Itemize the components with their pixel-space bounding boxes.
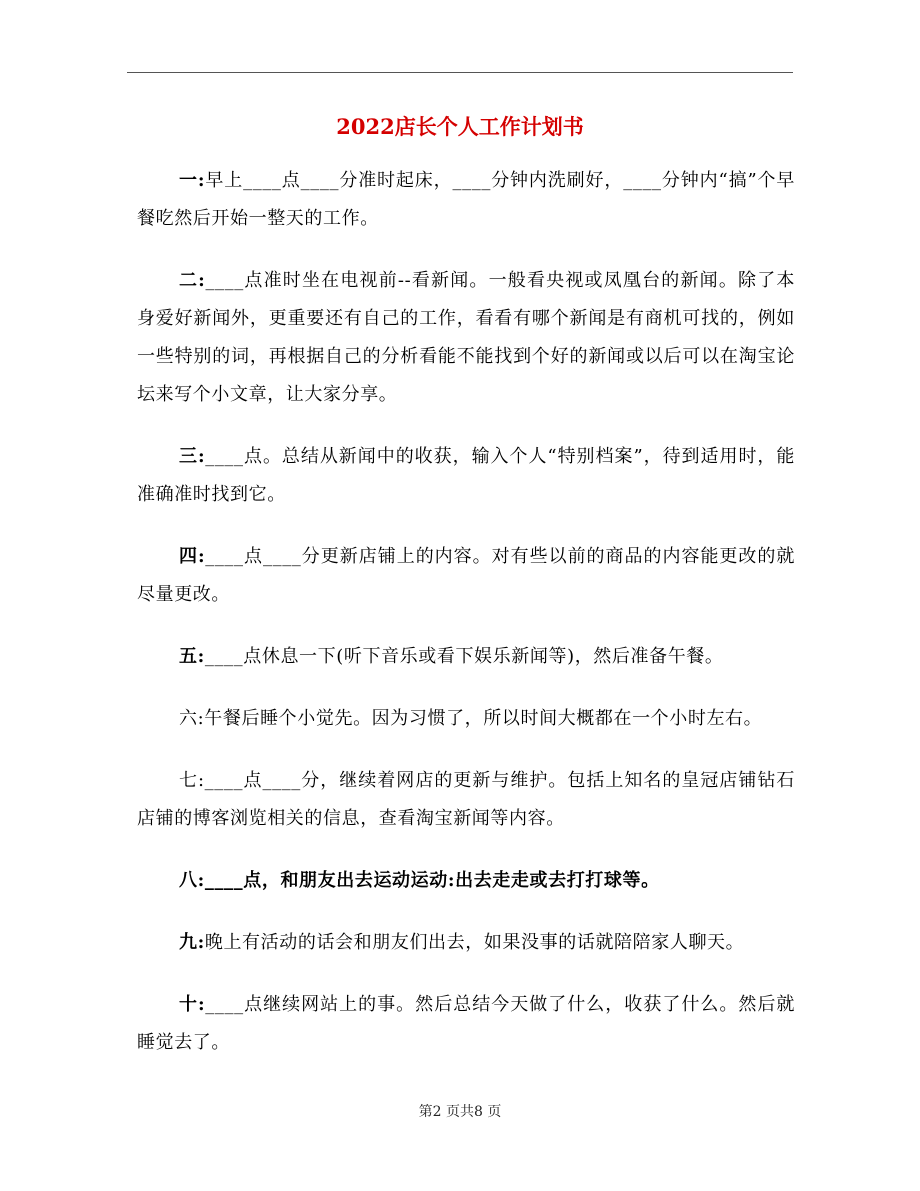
paragraph-label: 十:: [179, 994, 206, 1015]
paragraph-3: [137, 438, 795, 514]
paragraph-text: 午餐后睡个小觉先。因为习惯了，所以时间大概都在一个小时左右。: [204, 708, 763, 729]
paragraph-4: [137, 538, 795, 614]
paragraph-10: [137, 986, 795, 1062]
paragraph-label: 九:: [179, 932, 205, 953]
header-rule: [127, 72, 793, 73]
document-body: [137, 162, 795, 1086]
paragraph-text: ____点____分，继续着网店的更新与维护。包括上知名的皇冠店铺钻石店铺的博客浏览相关的信息，查看淘宝新闻等内容。: [137, 770, 795, 829]
document-title: 2022店长个人工作计划书: [336, 114, 584, 139]
paragraph-text: ____点继续网站上的事。然后总结今天做了什么，收获了什么。然后就睡觉去了。: [137, 994, 795, 1053]
paragraph-2: [137, 262, 795, 414]
paragraph-text: ____点准时坐在电视前--看新闻。一般看央视或凤凰台的新闻。除了本身爱好新闻外，更重要还有自己的工作，看看有哪个新闻是有商机可找的，例如一些特别的词，再根据自己的分析看能不能找到个好的新闻或以后可以在淘宝论坛来写个小文章，让大家分享。: [137, 270, 795, 405]
paragraph-text: ____点休息一下(听下音乐或看下娱乐新闻等)，然后准备午餐。: [204, 646, 724, 667]
paragraph-text: ____点____分更新店铺上的内容。对有些以前的商品的内容能更改的就尽量更改。: [137, 546, 795, 605]
paragraph-label: 八:: [179, 870, 205, 891]
paragraph-1: [137, 162, 795, 238]
paragraph-7: [137, 762, 795, 838]
paragraph-9: [137, 924, 795, 962]
paragraph-8: [137, 862, 795, 900]
paragraph-text: ____点。总结从新闻中的收获，输入个人“特别档案”，待到适用时，能准确准时找到它。: [137, 446, 795, 505]
paragraph-text: ____点，和朋友出去运动运动:出去走走或去打打球等。: [204, 870, 660, 891]
paragraph-label: 五:: [179, 646, 205, 667]
paragraph-label: 六:: [179, 708, 205, 729]
paragraph-6: [137, 700, 795, 738]
paragraph-label: 三:: [179, 446, 206, 467]
paragraph-label: 一:: [179, 170, 206, 191]
paragraph-label: 二:: [179, 270, 206, 291]
page-number: 第2 页共8 页: [418, 1104, 502, 1120]
paragraph-text: 晚上有活动的话会和朋友们出去，如果没事的话就陪陪家人聊天。: [204, 932, 745, 953]
paragraph-5: [137, 638, 795, 676]
paragraph-label: 四:: [179, 546, 206, 567]
paragraph-label: 七:: [179, 770, 205, 791]
paragraph-text: 早上____点____分准时起床，____分钟内洗刷好，____分钟内“搞”个早餐吃然后开始一整天的工作。: [137, 170, 795, 229]
